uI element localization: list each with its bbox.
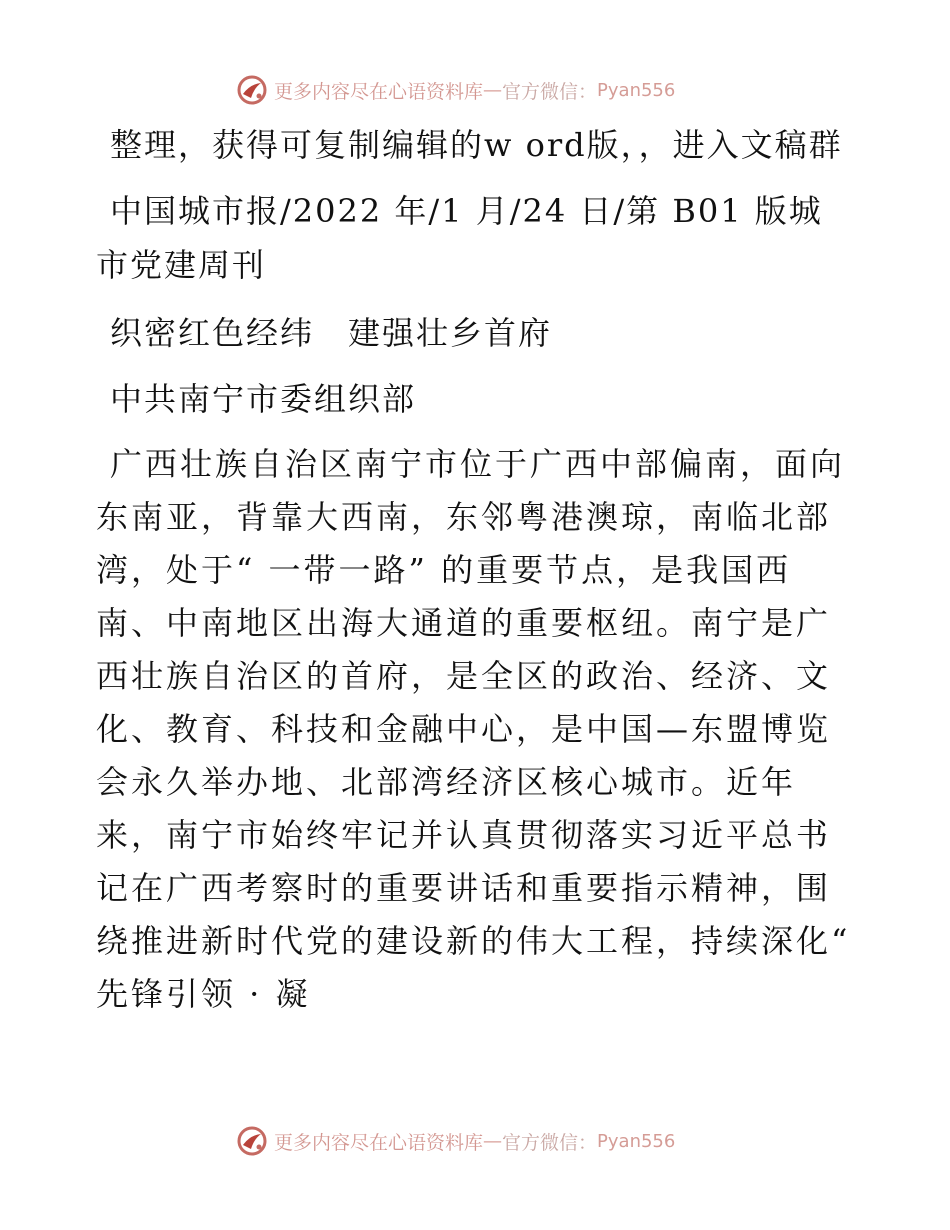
source-line: 中国城市报/2022 年/1 月/24 日/第 B01 版城市党建周刊 (96, 192, 823, 284)
watermark-official: 官方微信： (502, 1131, 598, 1154)
body-paragraph: 广西壮族自治区南宁市位于广西中部偏南，面向东南亚，背靠大西南，东邻粤港澳琼，南临北部湾，处于“ 一带一路” 的重要节点，是我国西南、中南地区出海大通道的重要枢纽。南宁是广西壮族自治区的首府，是全区的政治、经济、文化、教育、科技和金融中心，是中国—东盟博览会永久举办地、北部湾经济区核心城市。近年来，南宁市始终牢记并认真贯彻落实习近平总书记在广西考察时的重要讲话和重要指示精神，围绕推进新时代党的建设新的伟大工程，持续深化“ 先锋引领 · 凝 (96, 445, 851, 1013)
brush-swirl-logo-icon (236, 74, 268, 106)
watermark-account: Pyan556 (597, 79, 676, 101)
article-title: 织密红色经纬 建强壮乡首府 (110, 314, 553, 352)
watermark-dash: — (483, 79, 503, 101)
watermark-account: Pyan556 (597, 1130, 676, 1152)
watermark-brand: 更多内容尽在心语资料库 (274, 80, 484, 103)
watermark-dash: — (483, 1130, 503, 1152)
intro-note: 整理，获得可复制编辑的w ord版，，进入文稿群 (110, 126, 843, 164)
author-line: 中共南宁市委组织部 (110, 380, 417, 418)
watermark-official: 官方微信： (502, 80, 598, 103)
watermark-brand: 更多内容尽在心语资料库 (274, 1131, 484, 1154)
watermark-top (236, 73, 675, 107)
brush-swirl-logo-icon (236, 1125, 268, 1157)
watermark-bottom (236, 1124, 675, 1158)
document-content (96, 118, 856, 1021)
